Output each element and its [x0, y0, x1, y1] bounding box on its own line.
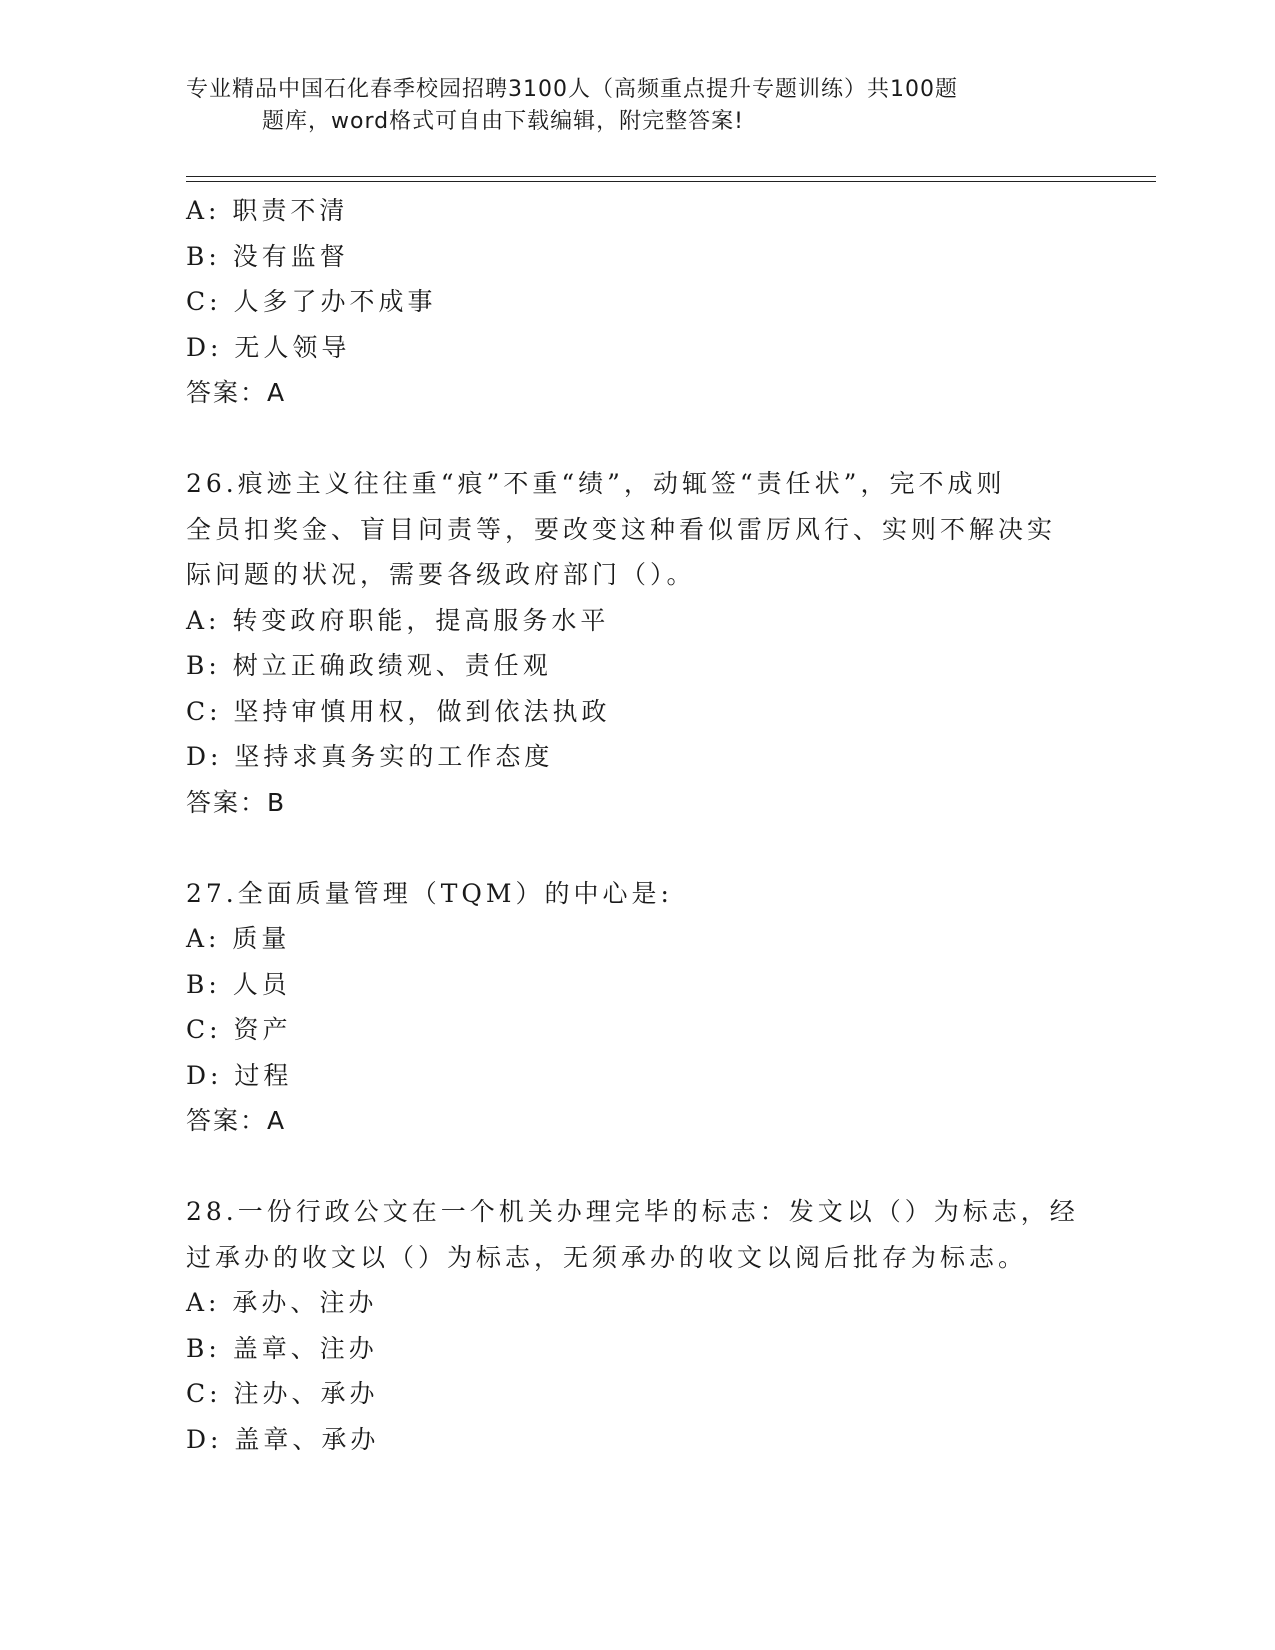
option-a: A: 承办、注办: [186, 1288, 378, 1317]
question-text-line: 际问题的状况，需要各级政府部门（）。: [186, 560, 696, 589]
option-a: A: 转变政府职能，提高服务水平: [186, 605, 610, 635]
spacer: [186, 825, 1086, 871]
document-title-line-2: 题库，word格式可自由下载编辑，附完整答案!: [262, 109, 744, 134]
document-header: [186, 74, 1046, 138]
option-c: C: 人多了办不成事: [186, 287, 437, 316]
option-c: C: 资产: [186, 1015, 292, 1044]
question-26-block: [186, 461, 1086, 825]
option-b: B: 没有监督: [186, 241, 349, 271]
question-28-block: [186, 1189, 1086, 1462]
question-text-line: 27.全面质量管理（TQM）的中心是:: [186, 878, 673, 908]
spacer: [186, 1144, 1086, 1190]
document-title-line-1: 专业精品中国石化春季校园招聘3100人（高频重点提升专题训练）共100题: [186, 77, 958, 102]
option-b: B: 盖章、注办: [186, 1333, 378, 1363]
option-c: C: 坚持审慎用权，做到依法执政: [186, 696, 611, 726]
question-27-block: [186, 871, 1086, 1144]
option-d: D: 盖章、承办: [186, 1424, 380, 1454]
question-text-line: 28.一份行政公文在一个机关办理完毕的标志：发文以（）为标志，经: [186, 1197, 1079, 1226]
option-b: B: 人员: [186, 969, 291, 999]
header-divider-bottom: [186, 181, 1156, 182]
question-25-block: [186, 188, 1086, 416]
question-text-line: 26.痕迹主义往往重“痕”不重“绩”，动辄签“责任状”，完不成则: [186, 469, 1006, 498]
header-divider-top: [186, 176, 1156, 177]
answer-line: 答案：B: [186, 787, 287, 817]
question-content: [186, 188, 1086, 1462]
answer-line: 答案：A: [186, 1106, 287, 1135]
option-a: A: 职责不清: [186, 196, 349, 225]
question-text-line: 过承办的收文以（）为标志，无须承办的收文以阅后批存为标志。: [186, 1242, 1028, 1272]
answer-line: 答案：A: [186, 378, 287, 407]
question-text-line: 全员扣奖金、盲目问责等，要改变这种看似雷厉风行、实则不解决实: [186, 514, 1057, 544]
option-c: C: 注办、承办: [186, 1379, 379, 1408]
spacer: [186, 416, 1086, 462]
option-b: B: 树立正确政绩观、责任观: [186, 651, 552, 680]
option-d: D: 坚持求真务实的工作态度: [186, 742, 554, 771]
option-a: A: 质量: [186, 924, 291, 953]
option-d: D: 过程: [186, 1060, 293, 1090]
option-d: D: 无人领导: [186, 332, 351, 362]
